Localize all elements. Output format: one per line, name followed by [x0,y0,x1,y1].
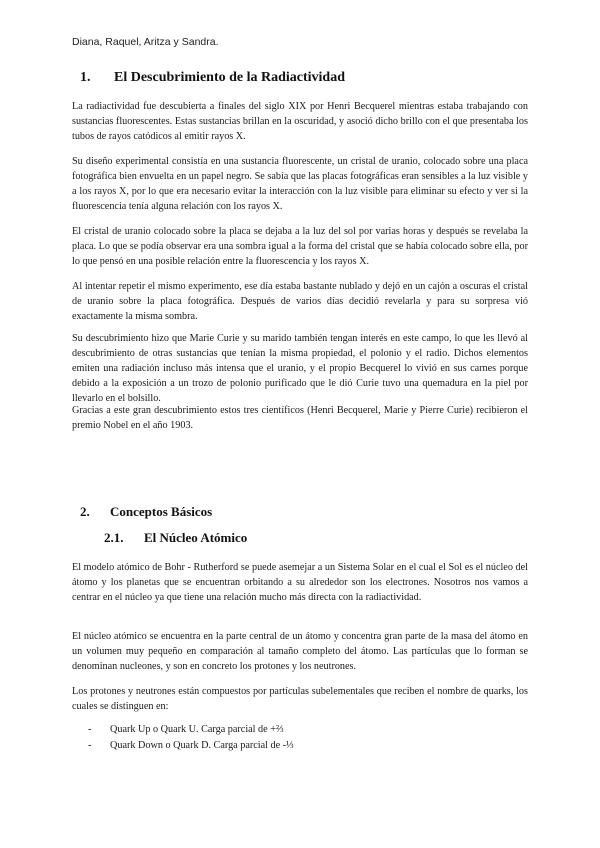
list-item-text: Quark Up o Quark U. Carga parcial de +⅔ [110,724,284,735]
quark-list [88,722,508,754]
list-bullet: - [88,724,92,735]
paragraph: El cristal de uranio colocado sobre la placa se dejaba a la luz del sol por varias horas y después se revelaba la placa. Lo que se podía observar era una sombra igual a la forma del cristal que se había colocado sobre ella, por lo que pensó en una posible relación entre la fluorescencia y los rayos X. [72,226,528,267]
section-1-number: 1. [80,70,91,85]
list-item [88,722,508,738]
list-bullet: - [88,740,92,751]
paragraph: El núcleo atómico se encuentra en la parte central de un átomo y concentra gran parte de la masa del átomo en un volumen muy pequeño en comparación al tamaño completo del átomo. Las partículas que lo forman se denominan nucleones, y son en concreto los protones y los neutrones. [72,631,528,672]
paragraph: Al intentar repetir el mismo experimento, ese día estaba bastante nublado y dejó en un cajón a oscuras el cristal de uranio sobre la placa fotográfica. Después de varios días decidió revelarla y para su sorpresa vió exactamente la misma sombra. [72,281,528,322]
paragraph: Su descubrimiento hizo que Marie Curie y su marido también tengan interés en este campo, lo que les llevó al descubrimiento de otras sustancias que tenían la misma propiedad, el polonio y el radio. Dichos elementos emiten una radiación incluso más intensa que el uranio, y el propio Becquerel lo vivió en sus carnes porque debido a la exposición a un trozo de polonio purificado que le dió Curie tuvo una quemadura en la piel por llevarlo en el bolsillo. [72,333,528,404]
section-2-number: 2. [80,504,90,519]
section-2-title: Conceptos Básicos [110,504,213,519]
paragraph: La radiactividad fue descubierta a finales del siglo XIX por Henri Becquerel mientras estaba trabajando con sustancias fluorescentes. Estas sustancias brillan en la oscuridad, y asoció dicho brillo con el que presentaba los tubos de rayos catódicos al emitir rayos X. [72,101,528,142]
paragraph: El modelo atómico de Bohr - Rutherford se puede asemejar a un Sistema Solar en el cual el Sol es el núcleo del átomo y los planetas que se encuentran orbitando a su alrededor son los electrones. Nosotros nos vamos a centrar en el núcleo ya que tiene una relación mucho más directa con la radiactividad. [72,562,528,603]
list-item [88,738,508,754]
authors-header: Diana, Raquel, Aritza y Sandra. [72,36,219,48]
paragraph: Su diseño experimental consistía en una sustancia fluorescente, un cristal de uranio, colocado sobre una placa fotográfica bien envuelta en un papel negro. Se sabía que las placas fotográficas eran sensibles a la luz visible y a los rayos X, por lo que era necesario evitar la interacción con la luz visible para eliminar su efecto y ver si la fluorescencia tenía alguna relación con los rayos X. [72,156,528,212]
section-1-heading [80,70,345,86]
paragraph: Gracias a este gran descubrimiento estos tres científicos (Henri Becquerel, Marie y Pierre Curie) recibieron el premio Nobel en el año 1903. [72,405,528,431]
subsection-2-1-title: El Núcleo Atómico [144,530,248,545]
paragraph: Los protones y neutrones están compuestos por partículas subelementales que reciben el nombre de quarks, los cuales se distinguen en: [72,686,528,712]
section-1-title: El Descubrimiento de la Radiactividad [114,70,346,85]
subsection-2-1-heading [104,530,247,546]
list-item-text: Quark Down o Quark D. Carga parcial de -⅓ [110,740,294,751]
subsection-2-1-number: 2.1. [104,530,124,545]
section-2-heading [80,504,212,520]
